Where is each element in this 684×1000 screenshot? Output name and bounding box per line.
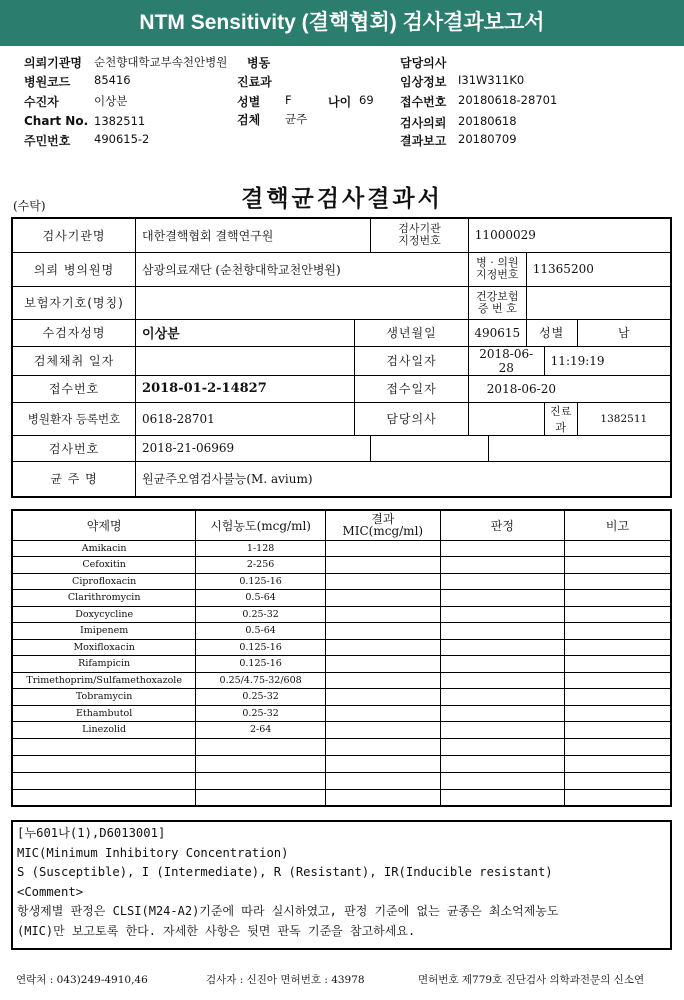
drug-cell-interp [440, 689, 564, 706]
rrn-value: 490615-2 [94, 132, 150, 146]
report-date-label: 결과보고 [400, 134, 447, 148]
lab-name-value: 대한결핵협회 결핵연구원 [136, 218, 371, 252]
req-hospital-value: 삼광의료재단 (순천향대학교천안병원) [136, 252, 469, 286]
insured-value [136, 286, 469, 319]
drug-cell-interp [440, 590, 564, 607]
clinical-value: I31W311K0 [458, 73, 525, 87]
drug-cell-mic [325, 639, 440, 656]
drug-cell-note [565, 738, 671, 755]
table-row [12, 789, 671, 806]
drug-cell-mic [325, 772, 440, 789]
receipt-label-form: 접수번호 [12, 375, 136, 402]
age-label: 나이 [328, 95, 352, 109]
sex-label: 성별 [237, 95, 261, 109]
drug-cell-interp [440, 540, 564, 557]
test-no-extra-2 [488, 435, 671, 461]
drug-cell-note [565, 755, 671, 772]
drug-cell-drug [12, 755, 196, 772]
drug-cell-interp [440, 606, 564, 623]
hospital-code-value: 85416 [94, 73, 131, 87]
drug-cell-drug: Imipenem [12, 623, 196, 640]
drug-cell-note [565, 656, 671, 673]
drug-cell-mic [325, 755, 440, 772]
sex-value: F [285, 93, 292, 107]
drug-cell-note [565, 573, 671, 590]
health-ins-value [526, 286, 671, 319]
test-no-extra [371, 435, 489, 461]
table-row [12, 738, 671, 755]
drug-cell-mic [325, 540, 440, 557]
lab-name-label: 검사기관명 [12, 218, 136, 252]
drug-cell-note [565, 722, 671, 739]
request-label: 검사의뢰 [400, 116, 447, 130]
dept-label: 진료과 [237, 75, 272, 89]
health-ins-label: 건강보험 증 번 호 [468, 286, 526, 319]
receipt-value: 20180618-28701 [458, 93, 558, 107]
comment-line-4: 항생제별 판정은 CLSI(M24-A2)기준에 따라 실시하였고, 판정 기준에 없는 균종은 최소억제농도 [17, 904, 559, 918]
table-row [12, 606, 671, 623]
drug-cell-note [565, 623, 671, 640]
hosp-id-label: 병 · 의원 지정번호 [468, 252, 526, 286]
drug-cell-mic [325, 590, 440, 607]
drug-cell-conc [196, 738, 326, 755]
drug-cell-mic [325, 722, 440, 739]
ward-label: 병동 [247, 56, 271, 70]
comment-line-5: (MIC)만 보고토록 한다. 자세한 사항은 뒷면 판독 기준을 참고하세요. [17, 923, 416, 938]
insured-label: 보험자기호(명칭) [12, 286, 136, 319]
comment-box [11, 820, 672, 950]
drug-cell-drug: Tobramycin [12, 689, 196, 706]
test-date-value: 2018-06-28 [468, 346, 544, 375]
drug-cell-mic [325, 672, 440, 689]
table-row [12, 772, 671, 789]
sex-value-form: 남 [577, 319, 671, 346]
doctor-label-form: 담당의사 [355, 402, 469, 435]
comment-code: [누601나(1),D6013001] [17, 826, 166, 840]
drug-cell-conc [196, 789, 326, 806]
table-row [12, 573, 671, 590]
drug-cell-drug: Cefoxitin [12, 557, 196, 574]
table-row [12, 656, 671, 673]
drug-cell-conc: 0.5-64 [196, 590, 326, 607]
drug-cell-mic [325, 705, 440, 722]
drug-cell-conc: 0.25-32 [196, 689, 326, 706]
drug-cell-drug [12, 772, 196, 789]
drug-cell-interp [440, 639, 564, 656]
drug-cell-conc: 0.125-16 [196, 573, 326, 590]
table-row [12, 755, 671, 772]
drug-cell-conc: 2-256 [196, 557, 326, 574]
drug-cell-interp [440, 772, 564, 789]
chart-label: Chart No. [24, 114, 89, 128]
drug-cell-note [565, 557, 671, 574]
age-value: 69 [359, 93, 374, 107]
form-subtitle: (수탁) [13, 199, 46, 213]
drug-cell-mic [325, 573, 440, 590]
receipt-label: 접수번호 [400, 95, 447, 109]
table-row [12, 722, 671, 739]
lab-id-value: 11000029 [468, 218, 671, 252]
drug-cell-interp [440, 573, 564, 590]
institution-label: 의뢰기관명 [24, 56, 82, 70]
receipt-date-value: 2018-06-20 [468, 375, 671, 402]
doctor-value-form [468, 402, 544, 435]
hosp-id-value: 11365200 [526, 252, 671, 286]
test-no-label: 검사번호 [12, 435, 136, 461]
test-time-value: 11:19:19 [544, 346, 671, 375]
drug-cell-interp [440, 623, 564, 640]
drug-cell-conc [196, 755, 326, 772]
specimen-value: 균주 [285, 112, 308, 126]
footer-contact: 연락처 : 043)249-4910,46 [16, 974, 148, 986]
patient-value: 이상분 [94, 94, 128, 108]
req-hospital-label: 의뢰 병의원명 [12, 252, 136, 286]
drug-cell-mic [325, 557, 440, 574]
reg-label: 병원환자 등록번호 [12, 402, 136, 435]
drug-cell-conc: 0.5-64 [196, 623, 326, 640]
name-label: 수검자성명 [12, 319, 136, 346]
report-date-value: 20180709 [458, 132, 517, 146]
drug-cell-drug: Amikacin [12, 540, 196, 557]
test-no-value: 2018-21-06969 [136, 435, 371, 461]
dob-label: 생년월일 [355, 319, 469, 346]
table-row [12, 590, 671, 607]
collect-value [136, 346, 355, 375]
drug-cell-interp [440, 656, 564, 673]
strain-label: 균 주 명 [12, 461, 136, 497]
form-title: 결핵균검사결과서 [241, 185, 443, 212]
rrn-label: 주민번호 [24, 134, 71, 148]
mic-header: 결과 MIC(mcg/ml) [325, 510, 440, 540]
drug-cell-drug: Ethambutol [12, 705, 196, 722]
drug-cell-interp [440, 672, 564, 689]
report-title: NTM Sensitivity (결핵협회) 검사결과보고서 [0, 0, 684, 46]
institution-value: 순천향대학교부속천안병원 [94, 55, 228, 69]
receipt-date-label: 접수일자 [355, 375, 469, 402]
comment-line-3: <Comment> [17, 884, 84, 899]
table-row [12, 623, 671, 640]
comment-line-2: S (Susceptible), I (Intermediate), R (Resistant), IR(Inducible resistant) [17, 865, 553, 879]
drug-cell-drug: Doxycycline [12, 606, 196, 623]
dob-value: 490615 [468, 319, 526, 346]
clinical-label: 임상정보 [400, 75, 447, 89]
footer-license: 면허번호 제779호 진단검사 의학과전문의 신소연 [418, 974, 645, 986]
drug-cell-interp [440, 738, 564, 755]
interp-header: 판정 [440, 510, 564, 540]
request-value: 20180618 [458, 114, 517, 128]
drug-cell-note [565, 540, 671, 557]
drug-cell-note [565, 639, 671, 656]
drug-cell-interp [440, 755, 564, 772]
dept-value-form: 1382511 [577, 402, 671, 435]
note-header: 비고 [565, 510, 671, 540]
lab-id-label: 검사기관 지정번호 [371, 218, 469, 252]
drug-cell-note [565, 772, 671, 789]
drug-cell-conc: 2-64 [196, 722, 326, 739]
drug-cell-conc [196, 772, 326, 789]
drug-cell-conc: 0.25/4.75-32/608 [196, 672, 326, 689]
conc-header: 시험농도(mcg/ml) [196, 510, 326, 540]
table-row [12, 705, 671, 722]
comment-line-1: MIC(Minimum Inhibitory Concentration) [17, 845, 289, 860]
table-row [12, 557, 671, 574]
table-row [12, 672, 671, 689]
drug-cell-note [565, 689, 671, 706]
drug-cell-note [565, 672, 671, 689]
table-row [12, 689, 671, 706]
strain-value: 원균주오염검사불능(M. avium) [136, 461, 671, 497]
drug-cell-drug: Clarithromycin [12, 590, 196, 607]
drug-cell-mic [325, 623, 440, 640]
chart-value: 1382511 [94, 114, 146, 128]
drug-cell-mic [325, 738, 440, 755]
patient-info-section [0, 52, 684, 152]
drug-cell-conc: 0.125-16 [196, 656, 326, 673]
drug-cell-mic [325, 689, 440, 706]
drug-cell-mic [325, 606, 440, 623]
drug-cell-mic [325, 789, 440, 806]
drug-cell-interp [440, 789, 564, 806]
drug-cell-conc: 0.25-32 [196, 705, 326, 722]
hospital-code-label: 병원코드 [24, 75, 71, 89]
drug-cell-mic [325, 656, 440, 673]
drug-cell-interp [440, 705, 564, 722]
drug-cell-interp [440, 722, 564, 739]
drug-cell-drug: Rifampicin [12, 656, 196, 673]
drug-cell-conc: 0.125-16 [196, 639, 326, 656]
sex-label-form: 성별 [526, 319, 577, 346]
name-value: 이상분 [136, 319, 355, 346]
drug-cell-drug: Trimethoprim/Sulfamethoxazole [12, 672, 196, 689]
drug-sensitivity-table [11, 509, 672, 807]
drug-cell-note [565, 705, 671, 722]
drug-cell-drug: Linezolid [12, 722, 196, 739]
drug-cell-note [565, 606, 671, 623]
patient-label: 수진자 [24, 95, 59, 109]
footer-examiner: 검사자 : 신진아 면허번호 : 43978 [206, 974, 365, 986]
test-date-label: 검사일자 [355, 346, 469, 375]
drug-cell-drug: Moxifloxacin [12, 639, 196, 656]
drug-cell-note [565, 590, 671, 607]
drug-cell-drug [12, 738, 196, 755]
drug-cell-note [565, 789, 671, 806]
table-row [12, 639, 671, 656]
reg-value: 0618-28701 [136, 402, 355, 435]
table-row [12, 540, 671, 557]
drug-cell-conc: 0.25-32 [196, 606, 326, 623]
doctor-label: 담당의사 [400, 56, 447, 70]
drug-cell-drug [12, 789, 196, 806]
drug-cell-drug: Ciprofloxacin [12, 573, 196, 590]
receipt-value-form: 2018-01-2-14827 [136, 375, 355, 402]
collect-label: 검체채취 일자 [12, 346, 136, 375]
specimen-label: 검체 [237, 113, 261, 127]
drug-header: 약제명 [12, 510, 196, 540]
drug-cell-interp [440, 557, 564, 574]
dept-label-form: 진료과 [544, 402, 577, 435]
result-form-table [11, 217, 672, 498]
drug-table-header [12, 510, 671, 540]
drug-cell-conc: 1-128 [196, 540, 326, 557]
